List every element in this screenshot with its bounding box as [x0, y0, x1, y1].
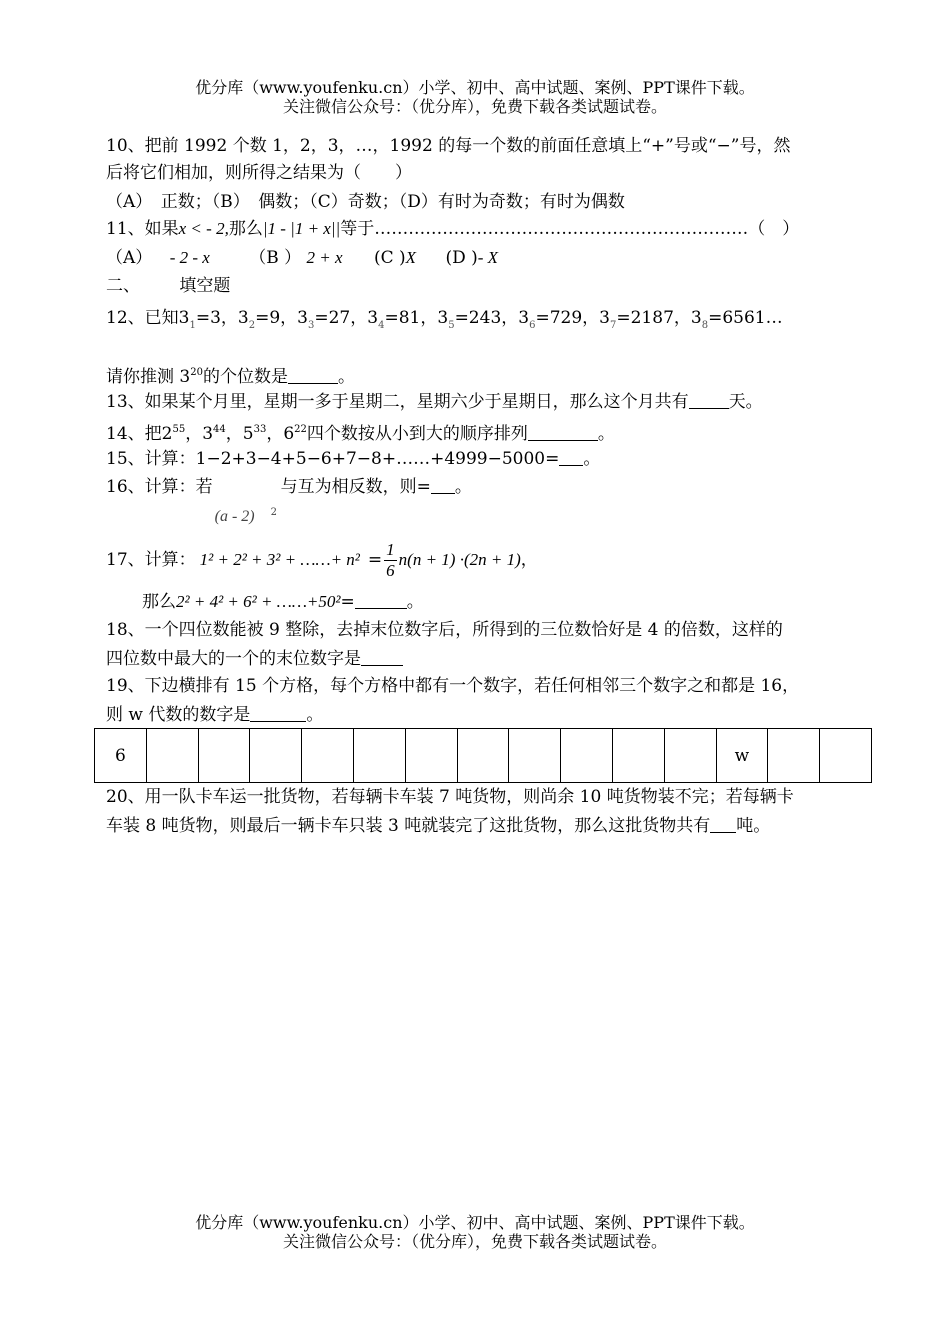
q17-fraction: [384, 540, 397, 581]
page-footer-line2: 关注微信公众号：（优分库），免费下载各类试题试卷。: [282, 1232, 667, 1251]
q17-line1: [106, 537, 866, 583]
q11-opt-d-label: (D ): [445, 248, 478, 268]
q17-fraction-denominator: 6: [386, 561, 395, 580]
q19-grid-cell: [250, 729, 302, 783]
q13-text: 13、如果某个月里，星期一多于星期二，星期六少于星期日，那么这个月共有: [106, 392, 689, 412]
q12-term-base: 3: [518, 308, 530, 328]
q18-line2-text: 四位数中最大的一个的末位数字是: [106, 649, 361, 669]
q19-grid-cell: [146, 729, 198, 783]
q11-opt-c-label: (C ): [373, 248, 406, 268]
q16-suffix: 与互为相反数，则=: [280, 477, 431, 497]
q12-term-value: =729，: [535, 308, 600, 328]
q12-term-base: 3: [297, 308, 308, 328]
page-footer-line1: 优分库（www.youfenku.cn）小学、初中、高中试题、案例、PPT课件下载。: [195, 1213, 755, 1232]
q20-line1: 20、用一队卡车运一批货物，若每辆卡车装 7 吨货物，则尚余 10 吨货物装不完；若每辆卡: [106, 787, 794, 807]
q14-end: 。: [597, 424, 615, 444]
q12-term-subscript: 8: [701, 320, 709, 331]
q19-grid-cell: [820, 729, 872, 783]
q12-term-base: 3: [437, 308, 449, 328]
q12-line2-exponent: 20: [190, 367, 203, 378]
section-number: 二、: [106, 276, 140, 296]
q19-grid-cell: [302, 729, 354, 783]
q11-opt-d: - X: [477, 248, 499, 267]
q11-condition: x < - 2,: [178, 219, 229, 238]
q19-grid-row: [95, 729, 872, 783]
q19-grid-cell: [457, 729, 509, 783]
q10-options: （A） 正数；（B） 偶数；（C）奇数；（D）有时为奇数；有时为偶数: [106, 192, 625, 212]
q19-answer-blank[interactable]: [250, 705, 306, 722]
q14-term-exp: 44: [213, 424, 226, 435]
q12-term-base: 3: [599, 308, 610, 328]
q19-grid-cell: [405, 729, 457, 783]
q18-line2: [106, 648, 866, 670]
q17-fraction-numerator: 1: [386, 540, 395, 559]
q14-prefix: 14、把: [106, 424, 162, 444]
q14-line: [106, 419, 866, 445]
q10-line2: 后将它们相加，则所得之结果为（ ）: [106, 163, 412, 183]
q12-term-value: =27，: [314, 308, 368, 328]
q14-term-sep: ，: [266, 424, 284, 444]
q14-term-base: 5: [242, 424, 254, 444]
q19-line2-text: 则 w 代数的数字是: [106, 705, 251, 725]
q12-term-subscript: 5: [448, 320, 455, 331]
q16-expression: (a - 2): [214, 508, 255, 525]
q16-prefix: 16、计算：若: [106, 477, 213, 497]
q11-opt-b: 2 + x: [306, 248, 343, 267]
q11-suffix: 等于…………………………………………………………（ ）: [340, 219, 800, 239]
q19-line1: 19、下边横排有 15 个方格，每个方格中都有一个数字，若任何相邻三个数字之和都是 16，: [106, 676, 800, 696]
q16-exponent: 2: [270, 507, 278, 518]
q17-equals: =: [367, 550, 383, 570]
q12-term-value: =81，: [384, 308, 438, 328]
q18-line1: 18、一个四位数能被 9 整除，去掉末位数字后，所得到的三位数恰好是 4 的倍数，这样的: [106, 620, 783, 640]
q13-answer-blank[interactable]: [689, 392, 729, 409]
q17-line2-series: 2² + 4² + 6² + ……+50²: [176, 592, 341, 611]
q16-end: 。: [454, 477, 472, 497]
q14-term-exp: 55: [172, 424, 186, 435]
q11-opt-a-label: （A）: [106, 248, 153, 268]
q11-expression: |1 - |1 + x||: [262, 219, 341, 238]
q14-term-sep: ，: [185, 424, 203, 444]
q14-suffix: 四个数按从小到大的顺序排列: [306, 424, 528, 444]
q12-term-subscript: 7: [610, 320, 617, 331]
q11-mid: 那么: [228, 219, 263, 239]
q17-prefix: 17、计算：: [106, 550, 196, 570]
q11-options: [106, 247, 866, 269]
q16-line: [106, 476, 866, 525]
q18-answer-blank[interactable]: [361, 649, 403, 666]
q17-line2-prefix: 那么: [142, 592, 176, 612]
q19-line2-end: 。: [306, 705, 324, 725]
q12-term-subscript: 2: [248, 320, 256, 331]
page-header-line1: 优分库（www.youfenku.cn）小学、初中、高中试题、案例、PPT课件下载。: [195, 78, 755, 97]
section-title: 填空题: [179, 276, 231, 296]
q14-term-exp: 33: [253, 424, 267, 435]
q17-comma: ，: [520, 550, 538, 570]
q12-line1: [106, 307, 866, 337]
q19-grid-cell: [612, 729, 664, 783]
q17-line2: [142, 591, 902, 613]
q15-end: 。: [583, 449, 601, 469]
q11-opt-c: X: [405, 248, 417, 267]
q12-sequence: [178, 308, 783, 331]
q19-grid-cell: [509, 729, 561, 783]
q14-term-base: 3: [202, 424, 214, 444]
q17-answer-blank[interactable]: [355, 592, 407, 609]
q19-grid-cell: [561, 729, 613, 783]
q12-term-value: =3，: [195, 308, 238, 328]
q12-end: 。: [337, 367, 355, 387]
q13-line: [106, 391, 866, 413]
q12-term-base: 3: [178, 308, 190, 328]
q12-term-base: 3: [237, 308, 249, 328]
q14-answer-blank[interactable]: [528, 424, 598, 441]
q12-term-subscript: 6: [529, 320, 536, 331]
q12-term-subscript: 3: [308, 320, 315, 331]
q14-term-sep: ，: [225, 424, 243, 444]
q20-answer-blank[interactable]: [710, 816, 736, 833]
q11-opt-b-label: （B ）: [249, 248, 302, 268]
q13-end: 天。: [728, 392, 763, 412]
q19-grid-cell: [664, 729, 716, 783]
q19-number-grid: [94, 728, 872, 783]
q19-grid-cell: 6: [95, 729, 147, 783]
q19-grid-cell: [768, 729, 820, 783]
q12-term-base: 3: [690, 308, 702, 328]
q19-grid-cell: [353, 729, 405, 783]
q14-term-base: 6: [283, 424, 295, 444]
q12-answer-blank[interactable]: [288, 367, 338, 384]
page-header-line2: 关注微信公众号：（优分库），免费下载各类试题试卷。: [282, 97, 667, 116]
q20-line2: [106, 815, 866, 837]
q12-term-value: =243，: [454, 308, 519, 328]
q17-rhs: n(n + 1) ·(2n + 1): [398, 550, 521, 569]
q17-series: 1² + 2² + 3² + ……+ n²: [199, 550, 360, 569]
q12-prefix: 12、已知: [106, 308, 179, 328]
q17-line2-equals: =: [340, 592, 355, 612]
q12-term-value: =2187，: [616, 308, 691, 328]
q15-answer-blank[interactable]: [559, 449, 583, 466]
q12-term-subscript: 4: [378, 320, 385, 331]
q16-answer-blank[interactable]: [431, 477, 455, 494]
q11-prefix: 11、如果: [106, 219, 179, 239]
q10-line1: 10、把前 1992 个数 1，2，3，…，1992 的每一个数的前面任意填上“+”号或“−”号，然: [106, 136, 791, 156]
q12-line2: [106, 362, 866, 388]
q20-line2-text: 车装 8 吨货物，则最后一辆卡车只装 3 吨就装完了这批货物，那么这批货物共有: [106, 816, 711, 836]
q12-term-base: 3: [367, 308, 379, 328]
q19-line2: [106, 704, 866, 726]
q12-term-value: =6561…: [708, 308, 783, 328]
q11-opt-a: - 2 - x: [169, 248, 210, 267]
q15-text: 15、计算：1−2+3−4+5−6+7−8+……+4999−5000=: [106, 449, 560, 469]
q12-term-value: =9，: [255, 308, 298, 328]
q17-line2-end: 。: [406, 592, 424, 612]
q19-grid-cell: w: [716, 729, 768, 783]
q15-line: [106, 448, 866, 470]
q14-terms: [162, 424, 307, 444]
q12-line2-suffix: 的个位数是: [202, 367, 288, 387]
q14-term-base: 2: [161, 424, 173, 444]
q11-line1: [106, 218, 866, 240]
q20-line2-end: 吨。: [736, 816, 771, 836]
section-heading: [106, 275, 866, 297]
q12-term-subscript: 1: [189, 320, 196, 331]
q14-term-exp: 22: [294, 424, 307, 435]
q12-line2-prefix: 请你推测 3: [106, 367, 191, 387]
q19-grid-cell: [198, 729, 250, 783]
